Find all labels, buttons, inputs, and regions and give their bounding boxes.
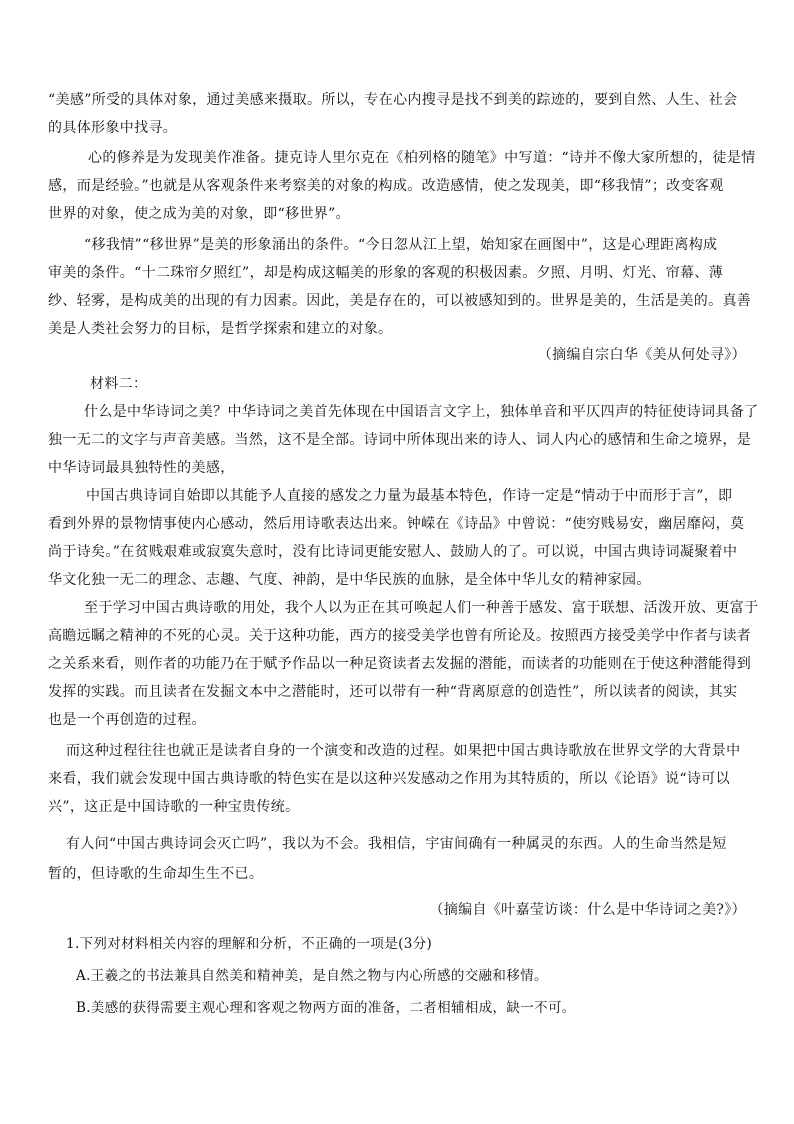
paragraph-line: 世界的对象，使之成为美的对象，即“移世界”。 [48, 206, 351, 222]
paragraph-line: 至于学习中国古典诗歌的用处，我个人以为正在其可唤起人们一种善于感发、富于联想、活泼开放、更富于 [84, 600, 759, 616]
paragraph-line: 独一无二的文字与声音美感。当然，这不是全部。诗词中所体现出来的诗人、词人内心的感情和生命之境界，是 [48, 432, 752, 448]
paragraph-line: 感，而是经验。”也就是从客观条件来考察美的对象的构成。改造感情，使之发现美，即“移我情”；改变客观 [48, 178, 724, 194]
paragraph-line: 美是人类社会努力的目标，是哲学探索和建立的对象。 [48, 321, 393, 337]
paragraph-line: 兴”，这正是中国诗歌的一种宝贵传统。 [48, 799, 300, 815]
paragraph-line: 有人问“中国古典诗词会灭亡吗”，我以为不会。我相信，宇宙间确有一种属灵的东西。人的生命当然是短 [66, 836, 727, 852]
source-citation: （摘编自《叶嘉莹访谈：什么是中华诗词之美?》） [429, 902, 746, 918]
paragraph-line: 中华诗词最具独特性的美感， [48, 460, 235, 476]
paragraph-line: 的具体形象中找寻。 [48, 120, 178, 136]
paragraph-line: 暂的，但诗歌的生命却生生不已。 [48, 866, 264, 882]
paragraph-line: “移我情”“移世界”是美的形象涌出的条件。“今日忽从江上望，始知家在画图中”，这是心理距离构成 [84, 237, 718, 253]
paragraph-line: 什么是中华诗词之美？中华诗词之美首先体现在中国语言文字上，独体单音和平仄四声的特征使诗词具备了 [84, 404, 759, 420]
answer-option-b: B.美感的获得需要主观心理和客观之物两方面的准备，二者相辅相成，缺一不可。 [76, 1000, 576, 1016]
question-stem: 1.下列对材料相关内容的理解和分析，不正确的一项是(3分) [66, 936, 433, 952]
paragraph-line: 发挥的实践。而且读者在发掘文本中之潜能时，还可以带有一种“背离原意的创造性”，所以读者的阅读，其实 [48, 684, 738, 700]
section-heading: 材料二： [90, 376, 148, 392]
paragraph-line: 而这种过程往往也就正是读者自身的一个演变和改造的过程。如果把中国古典诗歌放在世界文学的大背景中 [66, 743, 741, 759]
paragraph-line: 之关系来看，则作者的功能乃在于赋予作品以一种足资读者去发掘的潜能，而读者的功能则在于使这种潜能得到 [48, 656, 752, 672]
answer-option-a: A.王羲之的书法兼具自然美和精神美，是自然之物与内心所感的交融和移情。 [76, 968, 548, 984]
paragraph-line: 中国古典诗词自始即以其能予人直接的感发之力量为最基本特色，作诗一定是“情动于中而形于言”，即 [86, 488, 733, 504]
paragraph-line: “美感”所受的具体对象，通过美感来摄取。所以，专在心内搜寻是找不到美的踪迹的，要到自然、人生、社会 [48, 92, 738, 108]
paragraph-line: 华文化独一无二的理念、志趣、气度、神韵，是中华民族的血脉，是全体中华儿女的精神家园。 [48, 572, 651, 588]
source-citation: （摘编自宗白华《美从何处寻》） [537, 347, 746, 363]
paragraph-line: 尚于诗矣。”在贫贱艰难或寂寞失意时，没有比诗词更能安慰人、鼓励人的了。可以说，中国古典诗词凝聚着中 [48, 544, 738, 560]
paragraph-line: 高瞻远瞩之精神的不死的心灵。关于这种功能，西方的接受美学也曾有所论及。按照西方接受美学中作者与读者 [48, 628, 752, 644]
paragraph-line: 心的修养是为发现美作准备。捷克诗人里尔克在《柏列格的随笔》中写道：“诗并不像大家所想的，徒是情 [88, 150, 756, 166]
paragraph-line: 审美的条件。“十二珠帘夕照红”，却是构成这幅美的形象的客观的积极因素。夕照、月明、灯光、帘幕、薄 [48, 265, 724, 281]
paragraph-line: 也是一个再创造的过程。 [48, 712, 206, 728]
paragraph-line: 看到外界的景物情事使内心感动，然后用诗歌表达出来。钟嵘在《诗品》中曾说：“使穷贱易安，幽居靡闷，莫 [48, 516, 745, 532]
paragraph-line: 纱、轻雾，是构成美的出现的有力因素。因此，美是存在的，可以被感知到的。世界是美的，生活是美的。真善 [48, 293, 752, 309]
paragraph-line: 来看，我们就会发现中国古典诗歌的特色实在是以这种兴发感动之作用为其特质的，所以《论语》说“诗可以 [48, 771, 730, 787]
